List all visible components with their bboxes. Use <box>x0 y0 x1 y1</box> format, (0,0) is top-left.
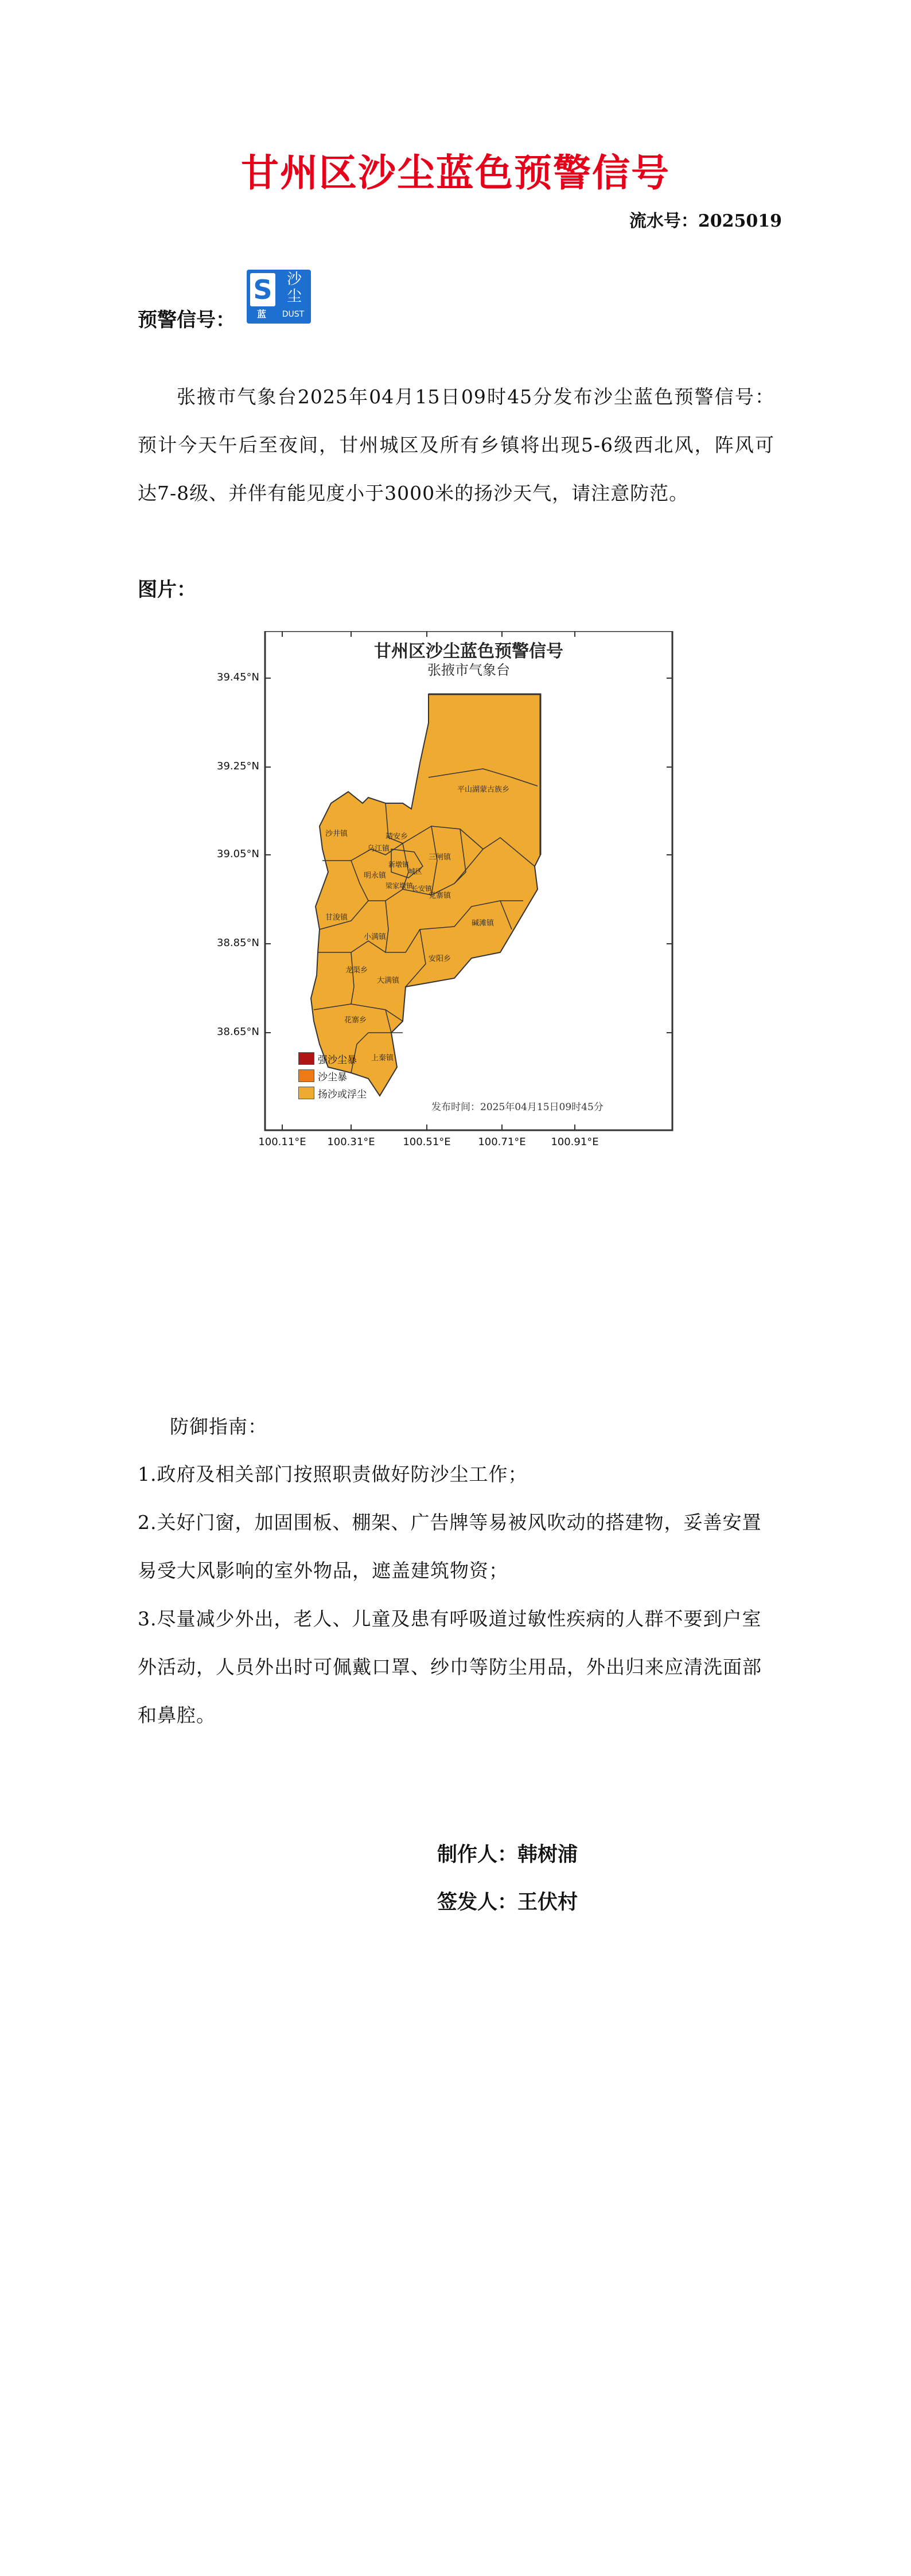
place-label: 新墩镇 <box>388 861 410 869</box>
place-label: 梁家墩镇 <box>386 882 414 890</box>
serial-number: 流水号：2025019 <box>629 211 782 231</box>
place-label: 城区 <box>408 867 423 875</box>
lat-tick-4: 38.85°N <box>217 937 259 949</box>
place-label: 党寨镇 <box>429 892 451 900</box>
place-label: 小满镇 <box>364 933 387 941</box>
legend-swatch <box>298 1052 314 1065</box>
map-publish-time: 发布时间：2025年04月15日09时45分 <box>431 1102 604 1113</box>
legend-label: 扬沙或浮尘 <box>318 1088 367 1100</box>
place-label: 长安镇 <box>411 885 433 893</box>
lon-tick-3: 100.51°E <box>403 1136 451 1148</box>
place-label: 靖安乡 <box>386 832 408 841</box>
signal-icon-cn-top: 沙 <box>286 271 302 288</box>
place-label: 安阳乡 <box>429 955 451 963</box>
signal-icon-cn-bottom: 尘 <box>286 288 302 305</box>
guide-item-2: 2.关好门窗，加固围板、棚架、广告牌等易被风吹动的搭建物，妥善安置易受大风影响的室外物品，遮盖建筑物资； <box>138 1511 762 1582</box>
page-title: 甘州区沙尘蓝色预警信号 <box>241 151 670 195</box>
place-label: 乌江镇 <box>367 845 390 853</box>
map-subtitle: 张掖市气象台 <box>427 662 510 678</box>
signal-icon-level: 蓝 <box>256 309 266 320</box>
map-title: 甘州区沙尘蓝色预警信号 <box>374 641 563 661</box>
dust-blue-warning-icon <box>247 270 311 324</box>
lon-tick-1: 100.11°E <box>258 1136 306 1148</box>
legend-swatch <box>298 1087 314 1099</box>
legend-item <box>298 1067 367 1084</box>
signal-icon-cn <box>280 271 309 305</box>
producer: 制作人：韩树浦 <box>437 1843 578 1866</box>
signal-icon-en: DUST <box>282 310 305 319</box>
lon-tick-2: 100.31°E <box>327 1136 375 1148</box>
place-label: 甘浚镇 <box>325 913 348 922</box>
lat-tick-5: 38.65°N <box>217 1026 259 1038</box>
guide-title: 防御指南： <box>170 1415 267 1438</box>
place-label: 大满镇 <box>377 976 400 985</box>
map-legend <box>298 1050 367 1102</box>
issuer: 签发人：王伏村 <box>437 1891 578 1914</box>
lon-tick-4: 100.71°E <box>478 1136 526 1148</box>
legend-label: 强沙尘暴 <box>318 1054 357 1066</box>
place-label: 花寨乡 <box>344 1016 367 1025</box>
guide-item-3: 3.尽量减少外出，老人、儿童及患有呼吸道过敏性疾病的人群不要到户室外活动，人员外出时可佩戴口罩、纱巾等防尘用品，外出归来应清洗面部和鼻腔。 <box>138 1608 762 1726</box>
legend-label: 沙尘暴 <box>318 1071 347 1083</box>
legend-item <box>298 1050 367 1067</box>
place-label: 沙井镇 <box>325 830 348 838</box>
signal-icon-letter: S <box>250 273 275 306</box>
body-text: 张掖市气象台2025年04月15日09时45分发布沙尘蓝色预警信号：预计今天午后至夜间，甘州城区及所有乡镇将出现5-6级西北风，阵风可达7-8级、并伴有能见度小于3000米的扬沙天气，请注意防范。 <box>138 386 774 504</box>
warning-map-image <box>213 631 684 1159</box>
lat-tick-3: 39.05°N <box>217 848 259 860</box>
lon-tick-5: 100.91°E <box>551 1136 599 1148</box>
guide-item-1: 1.政府及相关部门按照职责做好防沙尘工作； <box>138 1463 528 1485</box>
place-label: 平山湖蒙古族乡 <box>457 785 510 794</box>
place-label: 龙渠乡 <box>345 966 368 975</box>
picture-label: 图片： <box>138 578 196 601</box>
legend-swatch <box>298 1069 314 1082</box>
place-label: 上秦镇 <box>371 1054 394 1063</box>
place-label: 三闸镇 <box>429 853 451 862</box>
place-label: 明永镇 <box>364 871 387 880</box>
place-label: 碱滩镇 <box>472 919 495 928</box>
signal-label: 预警信号： <box>138 309 235 332</box>
lat-tick-1: 39.45°N <box>217 671 259 683</box>
legend-item <box>298 1084 367 1102</box>
lat-tick-2: 39.25°N <box>217 760 259 772</box>
